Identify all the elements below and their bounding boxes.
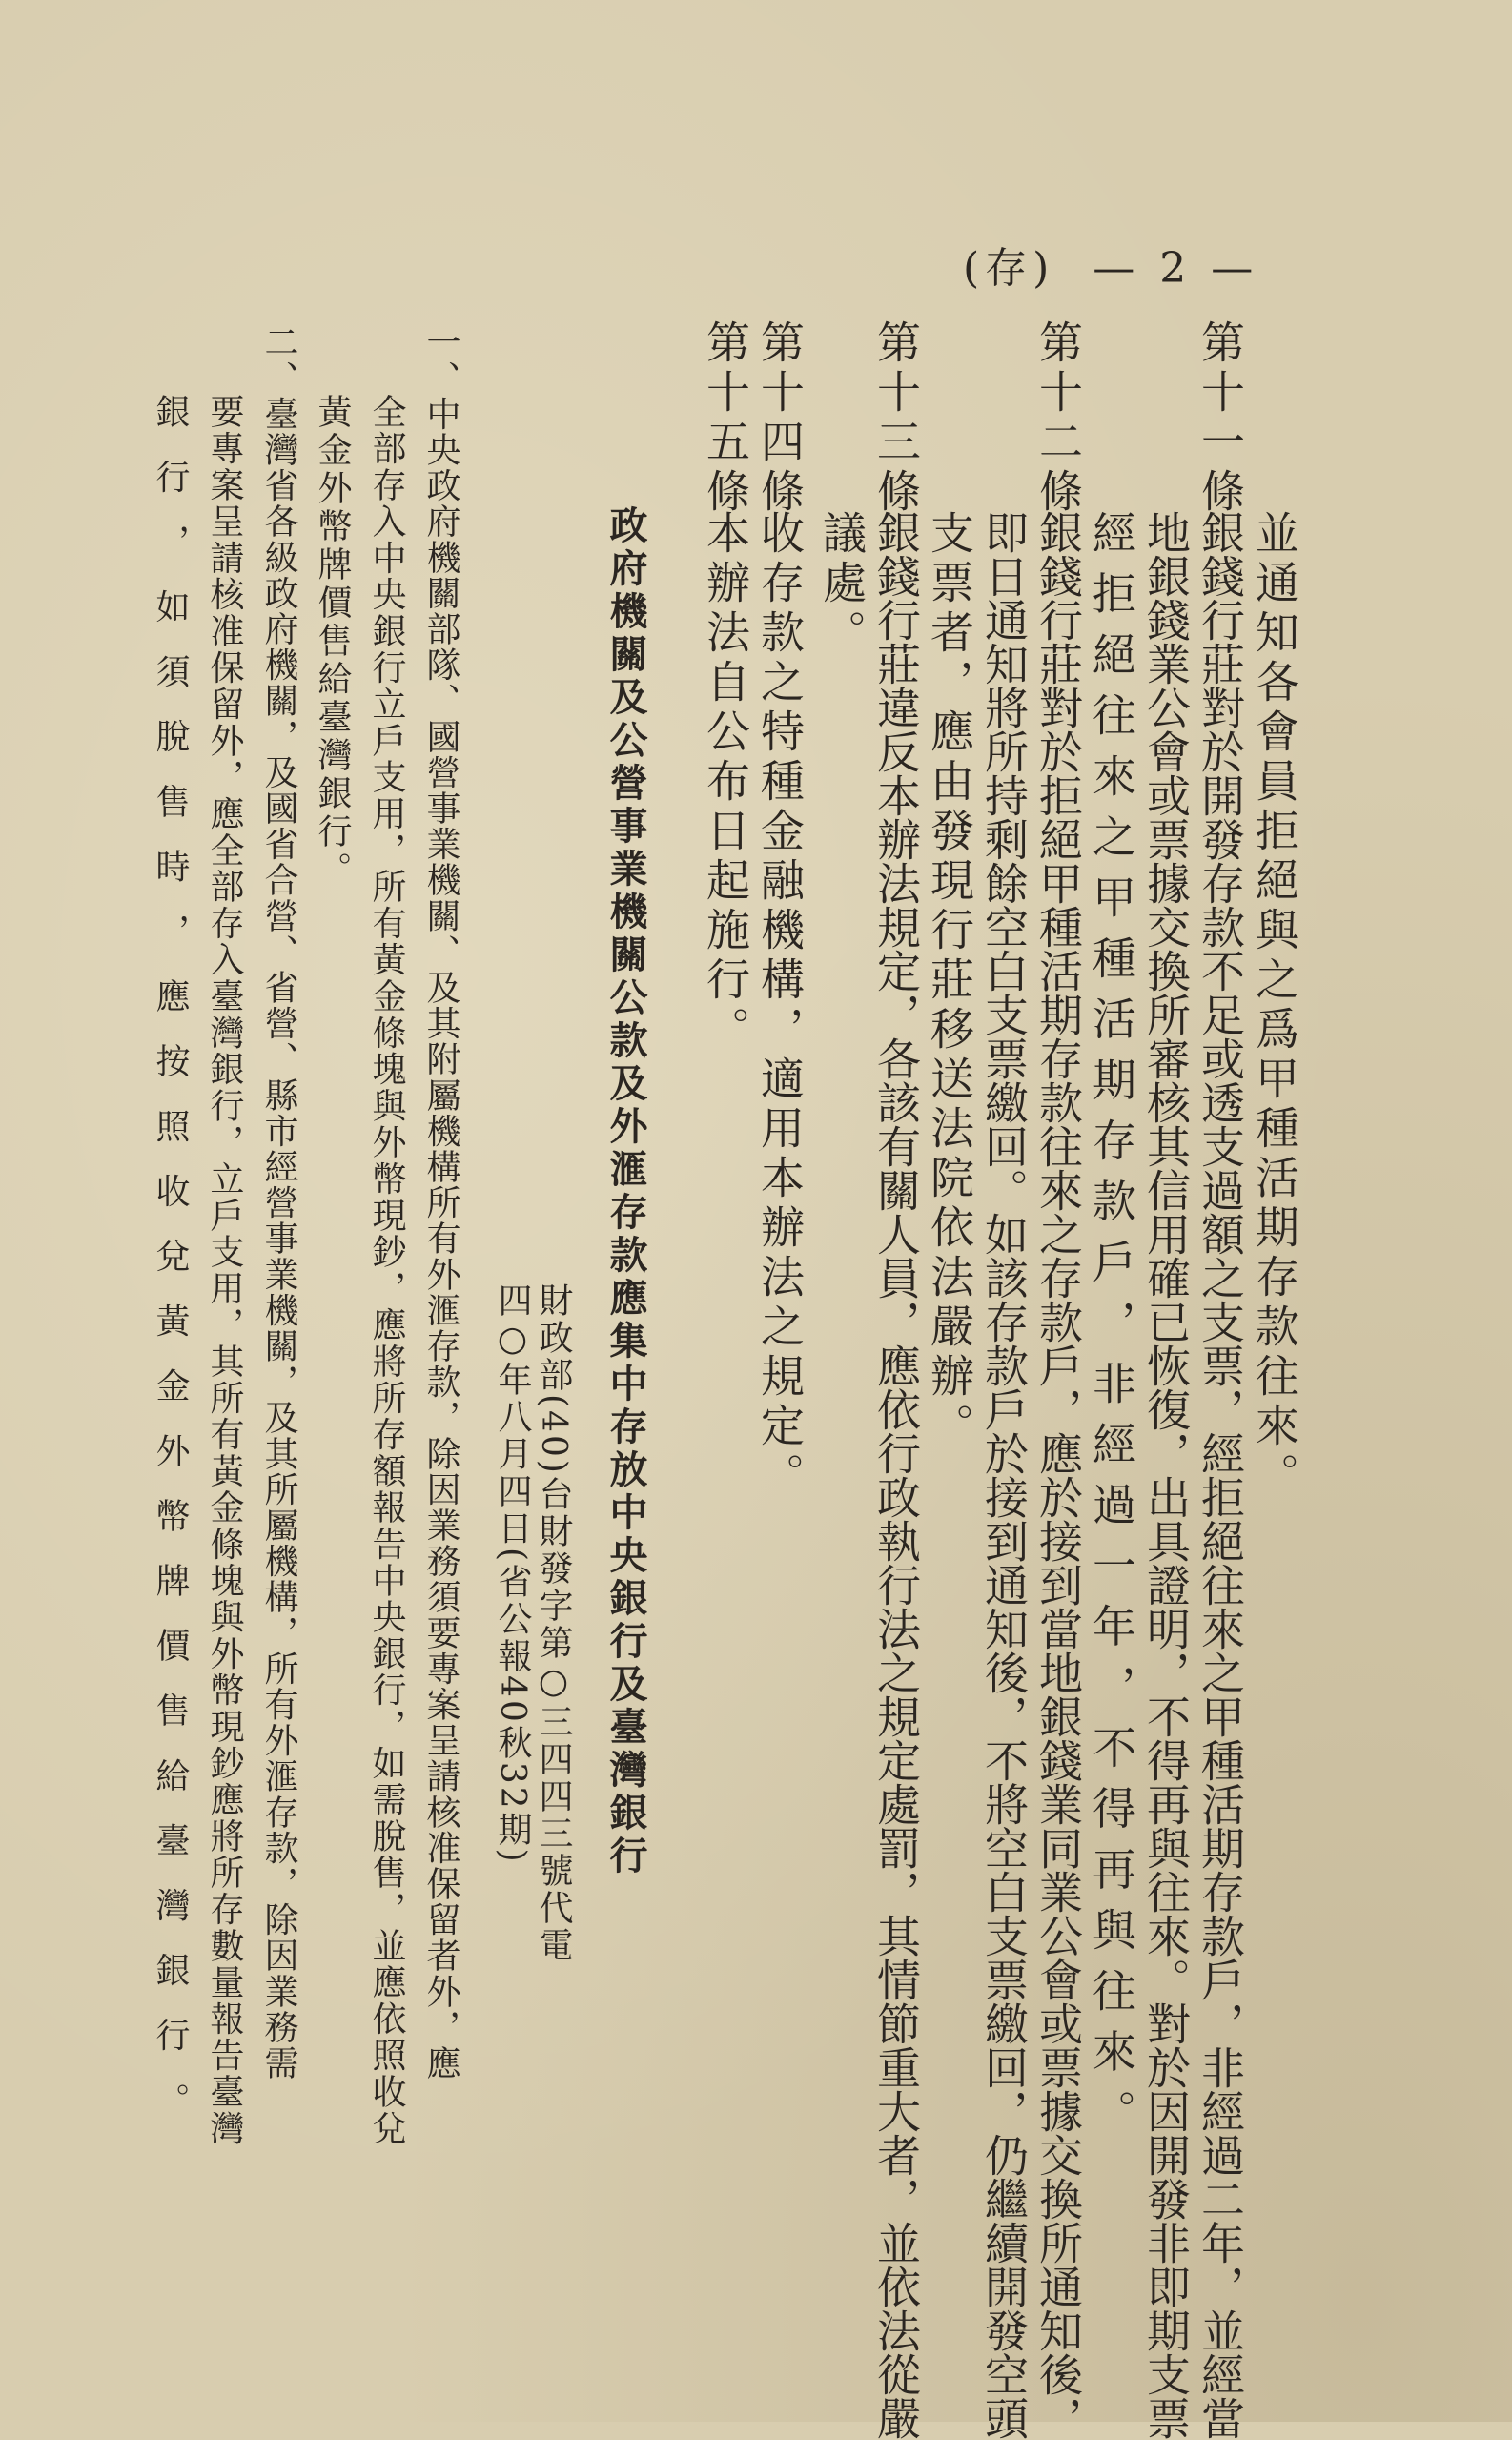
article-14-line-1: 收存款之特種金融機構，適用本辦法之規定。 (754, 510, 806, 1502)
section-date: 四○年八月四日(省公報40秋32期) (493, 1282, 532, 1865)
article-13-label: 第十三條 (870, 319, 922, 518)
item-1-line-3: 黃金外幣牌價售給臺灣銀行。 (313, 394, 352, 890)
article-15-label: 第十五條 (700, 319, 751, 518)
article-15-line-1: 本辦法自公布日起施行。 (700, 510, 751, 1056)
article-11-line-1: 銀錢行莊對於開發存款不足或透支過額之支票，經拒絕往來之甲種活期存款戶，非經過二年，並經當 (1195, 510, 1246, 2440)
section-title: 政府機關及公營事業機關公款及外滙存款應集中存放中央銀行及臺灣銀行 (603, 505, 648, 1878)
item-2-line-1: 二、臺灣省各級政府機關，及國省合營、省營、縣市經營事業機關，及其所屬機構，所有外滙存款，除因業務需 (259, 324, 298, 2081)
article-12-line-2: 即日通知將所持剩餘空白支票繳回。如該存款戶於接到通知後，不將空白支票繳回，仍繼續開發空頭 (978, 510, 1030, 2440)
item-2-line-3: 銀行，如須脫售時，應按照收兌黃金外幣牌價售給臺灣銀行。 (151, 394, 190, 2147)
article-12-line-3: 支票者，應由發現行莊移送法院依法嚴辦。 (924, 510, 975, 1452)
item-2-line-2: 要專案呈請核准保留外，應全部存入臺灣銀行，立戶支用，其所有黃金條塊與外幣現鈔應將所存數量報告臺灣 (205, 394, 244, 2147)
article-11-label: 第十一條 (1195, 319, 1246, 518)
article-14-label: 第十四條 (754, 319, 806, 518)
item-1-line-2: 全部存入中央銀行立戶支用，所有黃金條塊與外幣現鈔，應將所存額報告中央銀行，如需脫售，並應依照收兌 (367, 394, 406, 2147)
article-10-continuation: 並通知各會員拒絕與之爲甲種活期存款往來。 (1249, 510, 1300, 1502)
article-13-line-1: 銀錢行莊違反本辦法規定，各該有關人員，應依行政執行法之規定處罰，其情節重大者，並依法從嚴 (870, 510, 922, 2440)
article-12-line-1: 銀錢行莊對於拒絕甲種活期存款往來之存款戶，應於接到當地銀錢業同業公會或票據交換所通知後， (1032, 510, 1084, 2440)
article-12-label: 第十二條 (1032, 319, 1084, 518)
section-source: 財政部(40)台財發字第○三四四三號代電 (534, 1282, 573, 1964)
page-number-header: (存) — 2 — (963, 244, 1259, 293)
article-11-line-3: 經拒絕往來之甲種活期存款戶，非經過一年，不得再與往來。 (1086, 510, 1137, 2150)
item-1-line-1: 一、中央政府機關部隊、國營事業機關、及其附屬機構所有外滙存款，除因業務須要專案呈請核准保留者外，應 (421, 324, 460, 2081)
article-13-line-2: 議處。 (816, 510, 868, 659)
article-11-line-2: 地銀錢業公會或票據交換所審核其信用確已恢復，出具證明，不得再與往來。對於因開發非即期支票 (1140, 510, 1192, 2440)
